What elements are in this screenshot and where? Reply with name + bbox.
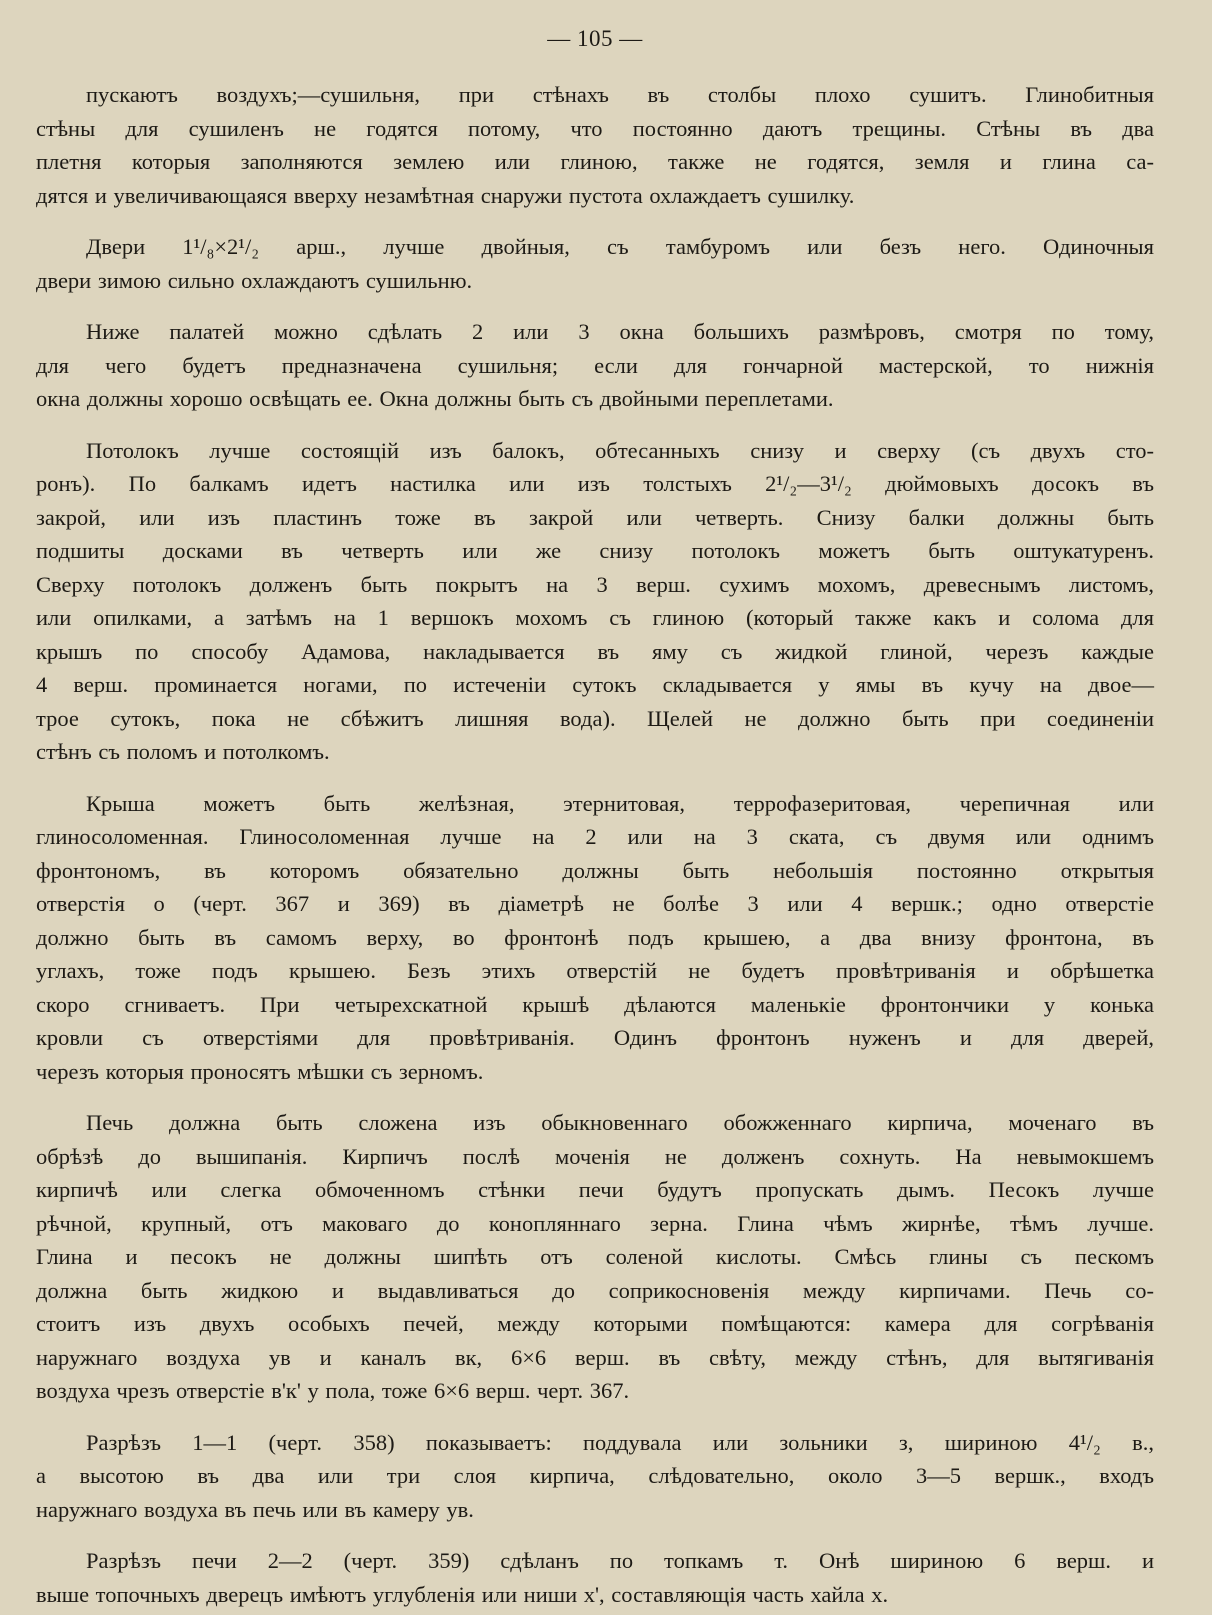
text-line: фронтономъ, въ которомъ обязательно должны быть небольшія постоянно открытыя bbox=[36, 857, 1154, 883]
text-line: крышъ по способу Адамова, накладывается въ яму съ жидкой глиной, черезъ каждые bbox=[36, 638, 1154, 664]
paragraph bbox=[36, 1106, 1154, 1408]
text-line: наружнаго воздуха въ печь или въ камеру ув. bbox=[36, 1496, 474, 1522]
paragraph bbox=[36, 1544, 1154, 1611]
text-line: скоро сгниваетъ. При четырехскатной крышѣ дѣлаются маленькіе фронтончики у конька bbox=[36, 991, 1154, 1017]
text-line: кровли съ отверстіями для провѣтриванія. Одинъ фронтонъ нуженъ и для дверей, bbox=[36, 1025, 1154, 1050]
text-line: обрѣзѣ до вышипанія. Кирпичъ послѣ моченія не долженъ сохнуть. На невымокшемъ bbox=[36, 1143, 1154, 1169]
text-line: дятся и увеличивающаяся вверху незамѣтная снаружи пустота охлаждаетъ сушилку. bbox=[36, 182, 855, 208]
text-line: Потолокъ лучше состоящій изъ балокъ, обтесанныхъ снизу и сверху (съ двухъ сто- bbox=[86, 437, 1154, 463]
paragraph bbox=[36, 230, 1154, 297]
text-line: должна быть жидкою и выдавливаться до соприкосновенія между кирпичами. Печь со- bbox=[36, 1277, 1154, 1303]
text-line: ронъ). По балкамъ идетъ настилка или изъ толстыхъ 2¹/₂—3¹/₂ дюймовыхъ досокъ въ bbox=[36, 471, 1154, 496]
text-line: кирпичѣ или слегка обмоченномъ стѣнки печи будутъ пропускать дымъ. Песокъ лучше bbox=[36, 1177, 1154, 1202]
text-line: глиносоломенная. Глиносоломенная лучше на 2 или на 3 ската, съ двумя или однимъ bbox=[36, 824, 1154, 849]
text-line: трое сутокъ, пока не сбѣжитъ лишняя вода). Щелей не должно быть при соединеніи bbox=[36, 705, 1154, 731]
paragraph bbox=[36, 434, 1154, 769]
text-line: углахъ, тоже подъ крышею. Безъ этихъ отверстій не будетъ провѣтриванія и обрѣшетка bbox=[36, 958, 1154, 983]
text-line: Сверху потолокъ долженъ быть покрытъ на 3 верш. сухимъ мохомъ, древеснымъ листомъ, bbox=[36, 571, 1154, 597]
paragraph bbox=[36, 315, 1154, 416]
text-line: закрой, или изъ пластинъ тоже въ закрой или четверть. Снизу балки должны быть bbox=[36, 504, 1154, 530]
text-line: рѣчной, крупный, отъ маковаго до конопляннаго зерна. Глина чѣмъ жирнѣе, тѣмъ лучше. bbox=[36, 1210, 1154, 1236]
text-line: воздуха чрезъ отверстіе в'к' у пола, тоже 6×6 верш. черт. 367. bbox=[36, 1378, 630, 1403]
text-line: плетня которыя заполняются землею или глиною, также не годятся, земля и глина са- bbox=[36, 149, 1154, 174]
text-line: Глина и песокъ не должны шипѣть отъ соленой кислоты. Смѣсь глины съ пескомъ bbox=[36, 1244, 1154, 1269]
text-line: 4 верш. проминается ногами, по истеченіи сутокъ складывается у ямы въ кучу на двое— bbox=[36, 672, 1154, 697]
text-line: отверстія о (черт. 367 и 369) въ діаметрѣ не болѣе 3 или 4 вершк.; одно отверстіе bbox=[36, 891, 1154, 916]
text-line: окна должны хорошо освѣщать ее. Окна должны быть съ двойными переплетами. bbox=[36, 386, 834, 411]
paragraph bbox=[36, 78, 1154, 212]
text-line: подшиты досками въ четверть или же снизу потолокъ можетъ быть оштукатуренъ. bbox=[36, 538, 1154, 563]
text-line: для чего будетъ предназначена сушильня; если для гончарной мастерской, то нижнія bbox=[36, 352, 1154, 378]
text-line: Двери 1¹/₈×2¹/₂ арш., лучше двойныя, съ тамбуромъ или безъ него. Одиночныя bbox=[86, 234, 1154, 259]
paragraph bbox=[36, 1426, 1154, 1527]
body-text bbox=[36, 78, 1154, 1611]
text-line: наружнаго воздуха ув и каналъ вк, 6×6 верш. въ свѣту, между стѣнъ, для вытягиванія bbox=[36, 1344, 1154, 1370]
text-line: стоитъ изъ двухъ особыхъ печей, между которыми помѣщаются: камера для согрѣванія bbox=[36, 1311, 1154, 1336]
text-line: черезъ которыя проносятъ мѣшки съ зерномъ. bbox=[36, 1058, 484, 1084]
text-line: Разрѣзъ печи 2—2 (черт. 359) сдѣланъ по топкамъ т. Онѣ шириною 6 верш. и bbox=[86, 1548, 1154, 1573]
text-line: Печь должна быть сложена изъ обыкновеннаго обожженнаго кирпича, моченаго въ bbox=[86, 1110, 1154, 1135]
text-line: должно быть въ самомъ верху, во фронтонѣ подъ крышею, а два внизу фронтона, въ bbox=[36, 924, 1154, 950]
text-line: двери зимою сильно охлаждаютъ сушильню. bbox=[36, 267, 473, 293]
page-number: — 105 — bbox=[547, 26, 643, 51]
text-line: выше топочныхъ дверецъ имѣютъ углубленія или ниши х', составляющія часть хайла х. bbox=[36, 1581, 889, 1607]
text-line: Ниже палатей можно сдѣлать 2 или 3 окна большихъ размѣровъ, смотря по тому, bbox=[86, 319, 1154, 344]
paragraph bbox=[36, 787, 1154, 1089]
text-line: стѣны для сушиленъ не годятся потому, что постоянно даютъ трещины. Стѣны въ два bbox=[36, 115, 1154, 141]
text-line: пускаютъ воздухъ;—сушильня, при стѣнахъ въ столбы плохо сушитъ. Глинобитныя bbox=[86, 82, 1154, 107]
text-line: или опилками, а затѣмъ на 1 вершокъ мохомъ съ глиною (который также какъ и солома для bbox=[36, 605, 1154, 630]
text-line: стѣнъ съ поломъ и потолкомъ. bbox=[36, 739, 330, 764]
text-line: Разрѣзъ 1—1 (черт. 358) показываетъ: поддувала или зольники з, шириною 4¹/₂ в., bbox=[86, 1429, 1154, 1455]
text-line: Крыша можетъ быть желѣзная, этернитовая, террофазеритовая, черепичная или bbox=[86, 790, 1154, 816]
text-line: а высотою въ два или три слоя кирпича, слѣдовательно, около 3—5 вершк., входъ bbox=[36, 1463, 1154, 1488]
